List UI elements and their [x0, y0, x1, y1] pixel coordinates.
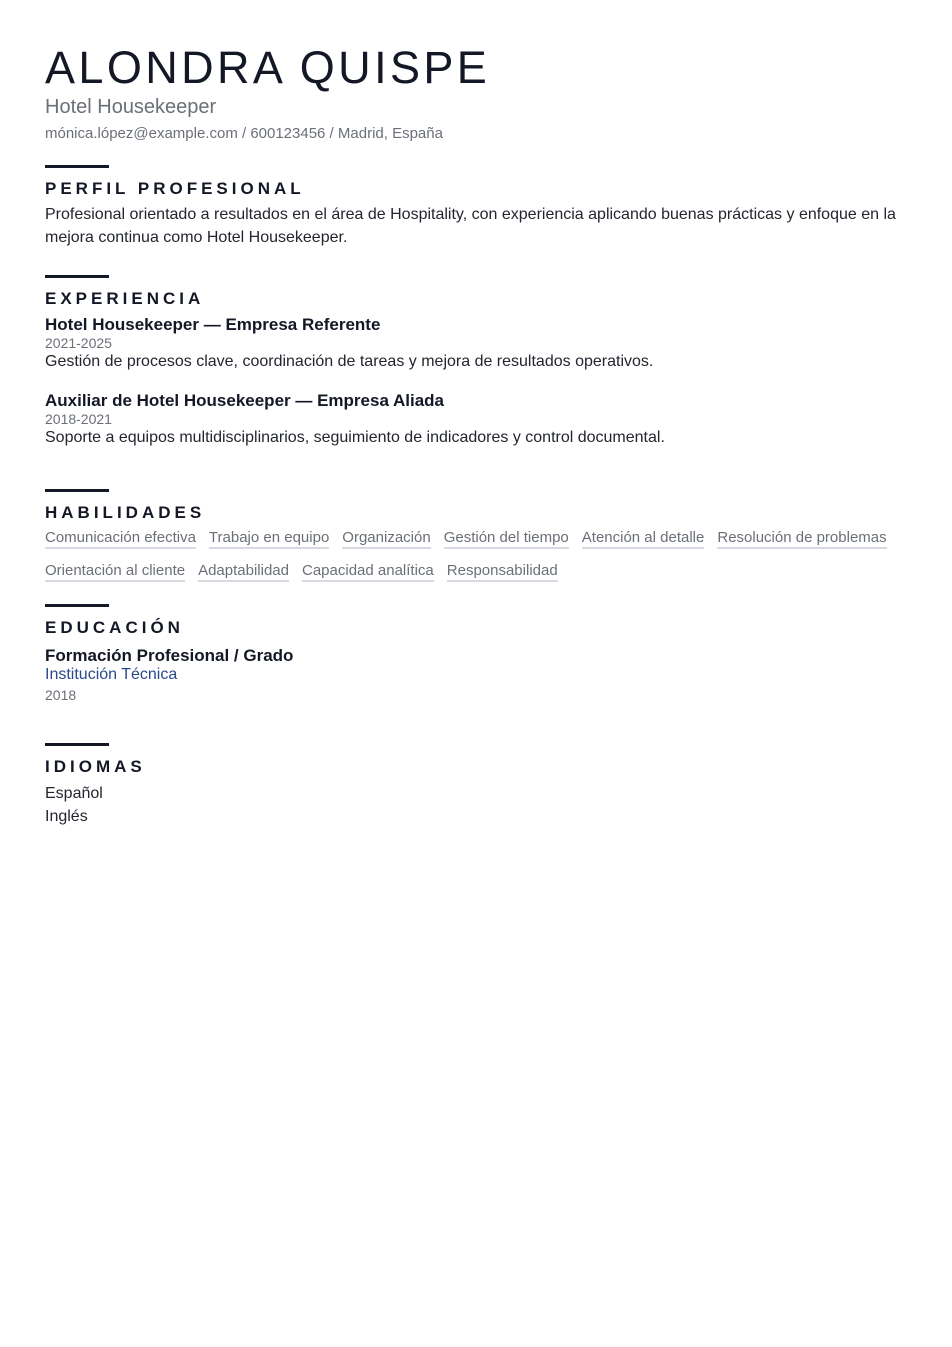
job-title: Hotel Housekeeper — Empresa Referente [45, 315, 381, 334]
profile-summary: Profesional orientado a resultados en el área de Hospitality, con experiencia aplicando buenas prácticas y enfoque en la mejora continua como Hotel Housekeeper. [45, 206, 896, 246]
skill-tag: Atención al detalle [582, 528, 705, 549]
job-description: Gestión de procesos clave, coordinación de tareas y mejora de resultados operativos. [45, 353, 654, 370]
skills-list [45, 528, 915, 594]
skill-tag: Trabajo en equipo [209, 528, 329, 549]
candidate-name: ALONDRA QUISPE [45, 42, 491, 93]
section-divider [45, 743, 109, 746]
education-institution: Institución Técnica [45, 666, 178, 683]
contact-line: mónica.lópez@example.com / 600123456 / Madrid, España [45, 125, 443, 142]
education-degree: Formación Profesional / Grado [45, 646, 294, 665]
skill-tag: Organización [342, 528, 430, 549]
job-dates: 2018-2021 [45, 411, 112, 427]
language-item: Español [45, 785, 103, 802]
candidate-role: Hotel Housekeeper [45, 96, 217, 118]
language-item: Inglés [45, 808, 88, 825]
skill-tag: Responsabilidad [447, 561, 558, 582]
education-year: 2018 [45, 687, 77, 703]
languages-section [45, 743, 907, 828]
education-section-title: EDUCACIÓN [45, 618, 184, 637]
experience-item [45, 314, 907, 373]
education-section [45, 604, 907, 705]
languages-section-title: IDIOMAS [45, 757, 146, 776]
languages-list [45, 782, 907, 828]
section-divider [45, 489, 109, 492]
profile-section [45, 165, 907, 249]
skill-tag: Adaptabilidad [198, 561, 289, 582]
section-divider [45, 604, 109, 607]
skill-tag: Capacidad analítica [302, 561, 434, 582]
job-title: Auxiliar de Hotel Housekeeper — Empresa Aliada [45, 391, 445, 410]
experience-item [45, 390, 907, 449]
resume-header [45, 42, 907, 144]
experience-section [45, 275, 907, 449]
skill-tag: Resolución de problemas [717, 528, 886, 549]
skills-section-title: HABILIDADES [45, 503, 206, 522]
profile-section-title: PERFIL PROFESIONAL [45, 179, 305, 198]
skills-section [45, 489, 907, 594]
skill-tag: Gestión del tiempo [444, 528, 569, 549]
job-description: Soporte a equipos multidisciplinarios, seguimiento de indicadores y control documental. [45, 429, 665, 446]
section-divider [45, 275, 109, 278]
skill-tag: Comunicación efectiva [45, 528, 196, 549]
experience-section-title: EXPERIENCIA [45, 289, 205, 308]
job-dates: 2021-2025 [45, 335, 112, 351]
section-divider [45, 165, 109, 168]
skill-tag: Orientación al cliente [45, 561, 185, 582]
